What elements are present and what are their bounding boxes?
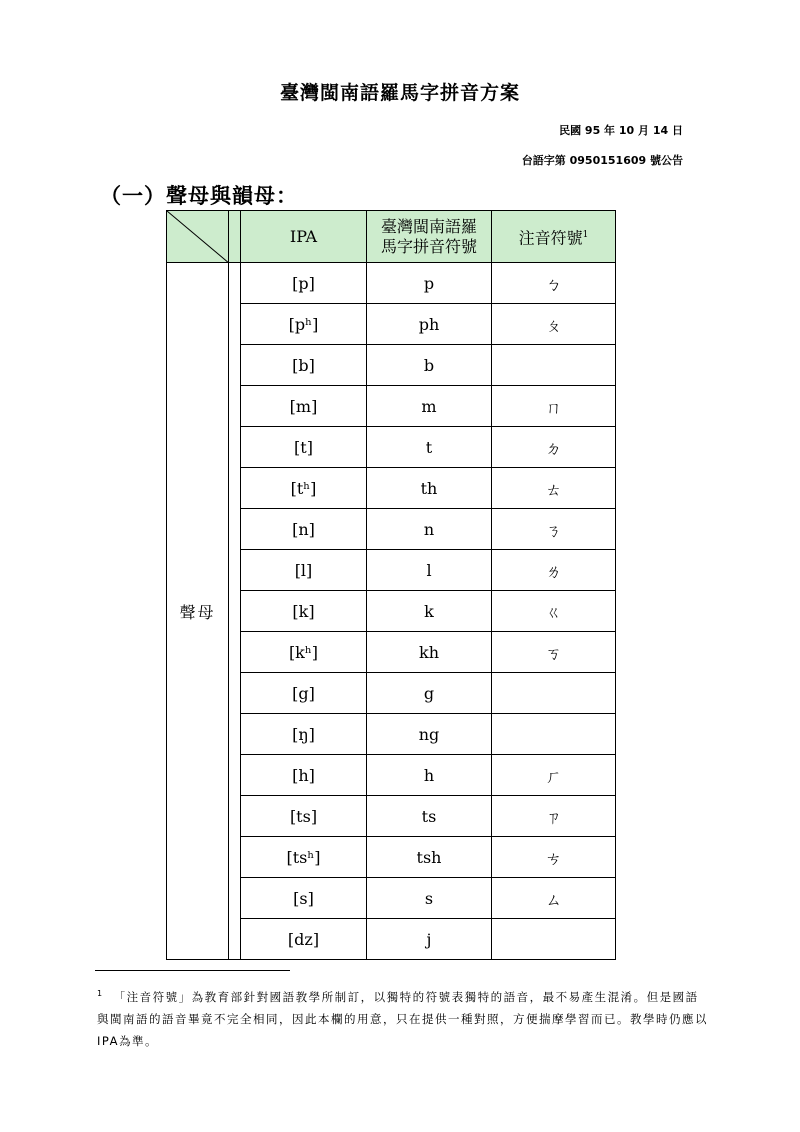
roman-cell: m — [367, 386, 492, 427]
table-header-row — [167, 211, 616, 263]
ipa-cell: [h] — [241, 755, 367, 796]
ipa-cell: [k] — [241, 591, 367, 632]
notice-number-line: 台語字第 0950151609 號公告 — [521, 154, 683, 167]
roman-cell: j — [367, 919, 492, 960]
zhuyin-cell — [492, 714, 616, 755]
header-gap-cell — [229, 211, 241, 263]
zhuyin-cell: ㄌ — [492, 550, 616, 591]
footnote-divider — [95, 970, 290, 971]
header-roman-label: 臺灣閩南語羅馬字拼音符號 — [380, 216, 477, 256]
ipa-cell: [m] — [241, 386, 367, 427]
zhuyin-cell — [492, 919, 616, 960]
ipa-cell: [b] — [241, 345, 367, 386]
ipa-cell: [s] — [241, 878, 367, 919]
roman-cell: ts — [367, 796, 492, 837]
zhuyin-cell — [492, 673, 616, 714]
roman-cell: ng — [367, 714, 492, 755]
ipa-cell: [ts] — [241, 796, 367, 837]
document-title: 臺灣閩南語羅馬字拼音方案 — [279, 82, 520, 104]
ipa-cell: [tʰ] — [241, 468, 367, 509]
zhuyin-cell: ㄉ — [492, 427, 616, 468]
roman-cell: t — [367, 427, 492, 468]
header-ipa: IPA — [241, 211, 367, 263]
zhuyin-cell: ㄆ — [492, 304, 616, 345]
zhuyin-cell: ㄊ — [492, 468, 616, 509]
footnote-marker: 1 — [582, 229, 589, 240]
header-roman — [367, 211, 492, 263]
roman-cell: ph — [367, 304, 492, 345]
ipa-cell: [p] — [241, 263, 367, 304]
group-label-initials: 聲母 — [167, 263, 229, 960]
ipa-cell: [t] — [241, 427, 367, 468]
ipa-cell: [dz] — [241, 919, 367, 960]
ipa-cell: [pʰ] — [241, 304, 367, 345]
roman-cell: th — [367, 468, 492, 509]
roman-cell: p — [367, 263, 492, 304]
zhuyin-cell: ㄘ — [492, 837, 616, 878]
zhuyin-cell: ㄗ — [492, 796, 616, 837]
zhuyin-cell: ㄙ — [492, 878, 616, 919]
ipa-cell: [kʰ] — [241, 632, 367, 673]
table-row — [167, 263, 616, 304]
roman-cell: s — [367, 878, 492, 919]
diagonal-line-icon — [167, 211, 228, 262]
roman-cell: l — [367, 550, 492, 591]
corner-diagonal-cell — [167, 211, 229, 263]
roman-cell: h — [367, 755, 492, 796]
roman-cell: b — [367, 345, 492, 386]
roman-cell: tsh — [367, 837, 492, 878]
zhuyin-cell: ㄏ — [492, 755, 616, 796]
footnote — [97, 983, 709, 1052]
roman-cell: g — [367, 673, 492, 714]
roman-cell: n — [367, 509, 492, 550]
ipa-cell: [g] — [241, 673, 367, 714]
zhuyin-cell: ㄎ — [492, 632, 616, 673]
footnote-text: 「注音符號」為教育部針對國語教學所制訂，以獨特的符號表獨特的語音，最不易產生混淆。但是國語與閩南語的語音畢竟不完全相同，因此本欄的用意，只在提供一種對照，方便揣摩學習而已。教學時仍應以IPA為準。 — [97, 989, 708, 1048]
zhuyin-cell: ㄅ — [492, 263, 616, 304]
ipa-cell: [l] — [241, 550, 367, 591]
header-zhuyin — [492, 211, 616, 263]
ipa-cell: [ŋ] — [241, 714, 367, 755]
zhuyin-cell — [492, 345, 616, 386]
gap-column — [229, 263, 241, 960]
footnote-number: 1 — [97, 989, 104, 998]
zhuyin-cell: ㄋ — [492, 509, 616, 550]
date-line: 民國 95 年 10 月 14 日 — [559, 124, 683, 137]
header-zhuyin-label: 注音符號 — [518, 228, 583, 248]
zhuyin-cell: ㄇ — [492, 386, 616, 427]
ipa-cell: [n] — [241, 509, 367, 550]
section-heading: （一）聲母與韻母： — [100, 184, 298, 208]
zhuyin-cell: ㄍ — [492, 591, 616, 632]
phonetic-table — [166, 210, 616, 960]
roman-cell: k — [367, 591, 492, 632]
ipa-cell: [tsʰ] — [241, 837, 367, 878]
roman-cell: kh — [367, 632, 492, 673]
